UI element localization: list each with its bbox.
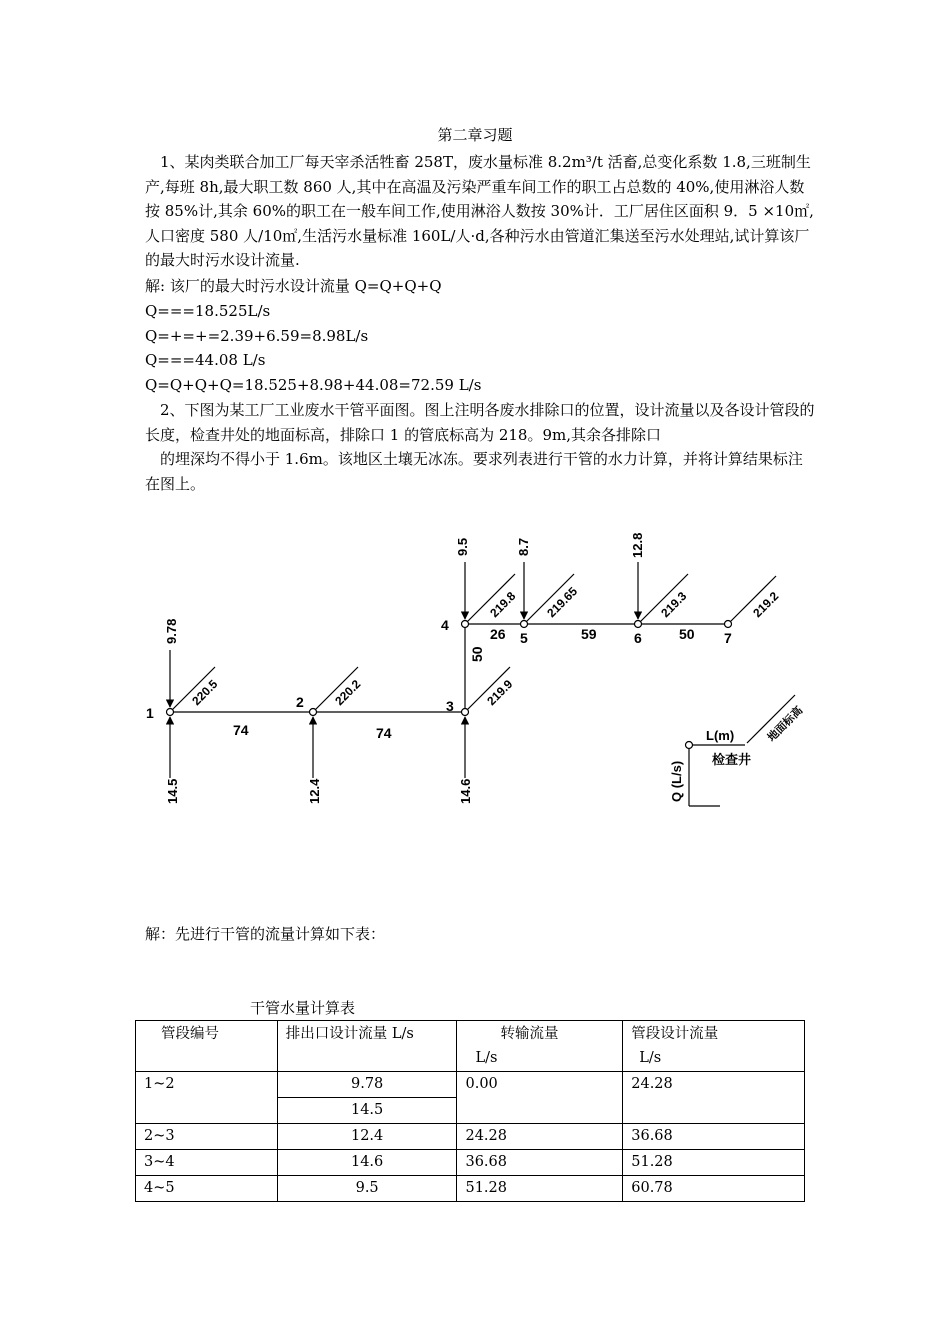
elevation-label: 220.2	[332, 676, 364, 709]
header-design-unit: L/s	[639, 1050, 662, 1066]
legend-ground-label: 地面标高	[765, 704, 806, 745]
flow-label: 9.78	[164, 618, 179, 644]
node-label: 7	[724, 630, 732, 646]
design-flow-cell: 60.78	[623, 1176, 805, 1202]
table-header-row	[136, 1021, 805, 1072]
outlet-flow-cell: 14.6	[277, 1150, 457, 1176]
header-design-label: 管段设计流量	[631, 1026, 719, 1042]
transfer-flow-cell: 24.28	[457, 1124, 623, 1150]
transfer-flow-cell: 0.00	[457, 1072, 623, 1124]
flow-label: 14.5	[165, 778, 180, 804]
question-1: 1、某肉类联合加工厂每天宰杀活牲畜 258T，废水量标准 8.2m³/t 活畜,总变化系数 1.8,三班制生产,每班 8h,最大职工数 860 人,其中在高温及污染严重车间工作的职工占总数的 40%,使用淋浴人数按 85%计,其余 60%的职工在一般车间工作,使用淋浴人数按 30%计．工厂居住区面积 9．5 ×10㎡,人口密度 580 人/10㎡,生活污水量标准 160L/人·d,各种污水由管道汇集送至污水处理站,试计算该厂的最大时污水设计流量.	[145, 153, 814, 269]
legend-length-label: L(m)	[706, 728, 735, 743]
node-label: 3	[446, 698, 454, 714]
question-2: 2、下图为某工厂工业废水干管平面图。图上注明各废水排除口的位置，设计流量以及各设计管段的长度，检查井处的地面标高，排除口 1 的管底标高为 218。9m,其余各排除口	[145, 401, 815, 444]
outlet-flow-cell: 12.4	[277, 1124, 457, 1150]
node-label: 5	[520, 630, 528, 646]
elevation-label: 219.9	[484, 676, 516, 709]
length-label: 74	[233, 722, 249, 738]
length-label: 50	[679, 626, 695, 642]
outlet-flow-cell: 9.78	[277, 1072, 457, 1098]
pipe-plan-diagram	[0, 520, 950, 820]
transfer-flow-cell: 51.28	[457, 1176, 623, 1202]
table-row	[136, 1176, 805, 1202]
length-label: 59	[581, 626, 597, 642]
elevation-label: 219.3	[658, 588, 690, 621]
node-label: 2	[296, 694, 304, 710]
length-label: 26	[490, 626, 506, 642]
table-row	[136, 1072, 805, 1098]
solution-line: Q===18.525L/s	[145, 302, 271, 320]
solution-line: 解: 该厂的最大时污水设计流量 Q=Q+Q+Q	[145, 277, 442, 295]
page-title: 第二章习题	[437, 126, 513, 144]
table-row	[136, 1124, 805, 1150]
table-row	[136, 1150, 805, 1176]
solution-line: Q=Q+Q+Q=18.525+8.98+44.08=72.59 L/s	[145, 376, 482, 394]
header-transfer-label: 转输流量	[500, 1026, 559, 1042]
manhole-6	[635, 621, 642, 628]
elevation-label: 220.5	[189, 676, 221, 709]
header-design-flow	[623, 1021, 805, 1072]
solution-line: Q=+=+=2.39+6.59=8.98L/s	[145, 327, 369, 345]
flow-label: 12.8	[630, 532, 645, 558]
node-label: 6	[634, 630, 642, 646]
design-flow-cell: 51.28	[623, 1150, 805, 1176]
design-flow-cell: 36.68	[623, 1124, 805, 1150]
elevation-label: 219.8	[487, 588, 519, 621]
flow-calculation-table	[135, 1020, 805, 1202]
question-2-continued: 的埋深均不得小于 1.6m。该地区土壤无冰冻。要求列表进行干管的水力计算，并将计算结果标注在图上。	[145, 450, 803, 493]
manhole-3	[462, 709, 469, 716]
header-segment: 管段编号	[136, 1021, 278, 1072]
header-transfer-flow	[457, 1021, 623, 1072]
design-flow-cell: 24.28	[623, 1072, 805, 1124]
manhole-4	[462, 621, 469, 628]
flow-label: 12.4	[307, 778, 322, 804]
segment-cell: 2~3	[136, 1124, 278, 1150]
manhole-7	[725, 621, 732, 628]
solution-2-text: 解：先进行干管的流量计算如下表：	[145, 925, 386, 943]
table-caption: 干管水量计算表	[250, 999, 356, 1017]
length-label: 50	[469, 646, 485, 662]
segment-cell: 3~4	[136, 1150, 278, 1176]
manhole-2	[310, 709, 317, 716]
legend-well-label: 检查井	[712, 752, 752, 767]
elevation-label: 219.2	[750, 588, 782, 621]
outlet-flow-cell: 14.5	[277, 1098, 457, 1124]
flow-label: 8.7	[516, 537, 531, 556]
flow-label: 14.6	[458, 778, 473, 804]
transfer-flow-cell: 36.68	[457, 1150, 623, 1176]
outlet-flow-cell: 9.5	[277, 1176, 457, 1202]
header-transfer-unit: L/s	[475, 1050, 498, 1066]
manhole-1	[167, 709, 174, 716]
flow-label: 9.5	[455, 537, 470, 556]
manhole-5	[521, 621, 528, 628]
legend-manhole	[686, 742, 693, 749]
node-label: 1	[146, 705, 154, 721]
elevation-label: 219.65	[544, 584, 581, 621]
header-outlet-flow: 排出口设计流量 L/s	[277, 1021, 457, 1072]
node-label: 4	[441, 617, 449, 633]
length-label: 74	[376, 725, 392, 741]
segment-cell: 4~5	[136, 1176, 278, 1202]
segment-cell: 1~2	[136, 1072, 278, 1124]
solution-line: Q===44.08 L/s	[145, 351, 266, 369]
legend-flow-label: Q (L/s)	[669, 760, 684, 802]
